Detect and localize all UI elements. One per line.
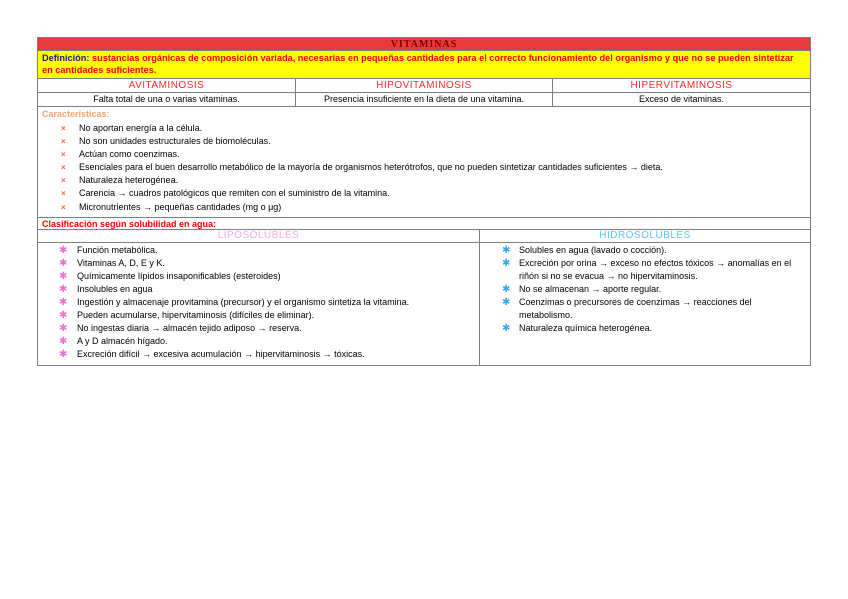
cross-bullet-icon: ×	[61, 163, 66, 173]
cross-bullet-icon: ×	[61, 176, 66, 186]
asterisk-bullet-icon: ✱	[502, 283, 511, 295]
type-desc-hipovitaminosis: Presencia insuficiente en la dieta de una vitamina.	[296, 93, 553, 106]
characteristics-label: Características:	[42, 109, 110, 119]
classification-label: Clasificación según solubilidad en agua:	[38, 218, 810, 230]
liposolubles-list	[38, 243, 479, 365]
list-item: ✱ Excreción por orina → exceso no efectos tóxicos → anomalías en el riñón si no se evacua → no hipervitaminosis.	[502, 257, 792, 281]
solubility-columns	[38, 230, 810, 365]
list-item: ✱ Pueden acumularse, hipervitaminosis (difíciles de eliminar).	[59, 310, 315, 322]
cross-bullet-icon: ×	[61, 189, 66, 199]
vitamins-summary-table	[37, 37, 811, 366]
table-title: VITAMINAS	[38, 38, 810, 51]
asterisk-bullet-icon: ✱	[502, 297, 511, 309]
type-desc-hipervitaminosis: Exceso de vitaminas.	[638, 94, 725, 104]
liposolubles-column	[38, 230, 480, 365]
list-item: × No son unidades estructurales de biomoléculas.	[42, 135, 806, 148]
types-header-row	[38, 79, 810, 93]
list-item: × No aportan energía a la célula.	[42, 122, 806, 135]
list-item: × Carencia → cuadros patológicos que remiten con el suministro de la vitamina.	[42, 187, 806, 200]
hidrosolubles-list	[480, 243, 810, 339]
type-header-avitaminosis: AVITAMINOSIS	[38, 79, 296, 92]
list-item: × Naturaleza heterogénea.	[42, 174, 806, 187]
list-item: ✱ Función metabólica.	[59, 244, 158, 256]
type-header-hipovitaminosis: HIPOVITAMINOSIS	[296, 79, 553, 92]
hidrosolubles-column	[480, 230, 810, 365]
list-item: ✱ Solubles en agua (lavado o cocción).	[502, 244, 667, 256]
type-header-hipervitaminosis: HIPERVITAMINOSIS	[630, 80, 733, 91]
list-item: ✱ Vitaminas A, D, E y K.	[59, 257, 165, 269]
type-desc-avitaminosis: Falta total de una o varias vitaminas.	[38, 93, 296, 106]
asterisk-bullet-icon: ✱	[502, 257, 511, 269]
list-item: ✱ Químicamente lípidos insaponificables (esteroides)	[59, 270, 281, 282]
hidrosolubles-header: HIDROSOLUBLES	[480, 230, 810, 243]
list-item: ✱ No se almacenan → aporte regular.	[502, 283, 662, 295]
list-item: × Micronutrientes → pequeñas cantidades (mg o μg)	[42, 201, 806, 214]
cross-bullet-icon: ×	[61, 150, 66, 160]
asterisk-bullet-icon: ✱	[59, 257, 68, 269]
asterisk-bullet-icon: ✱	[502, 323, 511, 335]
list-item: × Esenciales para el buen desarrollo metabólico de la mayoría de organismos heterótrofos, que no pueden sintetizar cantidades suficientes → dieta.	[42, 161, 806, 174]
asterisk-bullet-icon: ✱	[59, 270, 68, 282]
asterisk-bullet-icon: ✱	[59, 349, 68, 361]
characteristics-section	[38, 107, 810, 218]
asterisk-bullet-icon: ✱	[59, 244, 68, 256]
characteristics-list	[42, 122, 806, 214]
definition-label: Definición:	[42, 53, 90, 63]
definition-row	[38, 51, 810, 79]
cross-bullet-icon: ×	[61, 137, 66, 147]
types-desc-row	[38, 93, 810, 107]
asterisk-bullet-icon: ✱	[59, 297, 68, 309]
list-item: ✱ Insolubles en agua	[59, 283, 153, 295]
asterisk-bullet-icon: ✱	[502, 244, 511, 256]
list-item: ✱ No ingestas diaria → almacén tejido adiposo → reserva.	[59, 323, 302, 335]
asterisk-bullet-icon: ✱	[59, 323, 68, 335]
list-item: ✱ Ingestión y almacenaje provitamina (precursor) y el organismo sintetiza la vitamina.	[59, 297, 410, 309]
asterisk-bullet-icon: ✱	[59, 310, 68, 322]
cross-bullet-icon: ×	[61, 202, 66, 212]
list-item: × Actúan como coenzimas.	[42, 148, 806, 161]
asterisk-bullet-icon: ✱	[59, 283, 68, 295]
list-item: ✱ Excreción difícil → excesiva acumulación → hipervitaminosis → tóxicas.	[59, 349, 365, 361]
list-item: ✱ A y D almacén hígado.	[59, 336, 168, 348]
liposolubles-header: LIPOSOLUBLES	[38, 230, 479, 243]
asterisk-bullet-icon: ✱	[59, 336, 68, 348]
list-item: ✱ Coenzimas o precursores de coenzimas → reacciones del metabolismo.	[502, 297, 752, 321]
cross-bullet-icon: ×	[61, 124, 66, 133]
list-item: ✱ Naturaleza química heterogénea.	[502, 323, 653, 335]
definition-text: sustancias orgánicas de composición variada, necesarias en pequeñas cantidades para el correcto funcionamiento del organismo y que no se pueden sintetizar en cantidades suficientes.	[42, 53, 794, 75]
